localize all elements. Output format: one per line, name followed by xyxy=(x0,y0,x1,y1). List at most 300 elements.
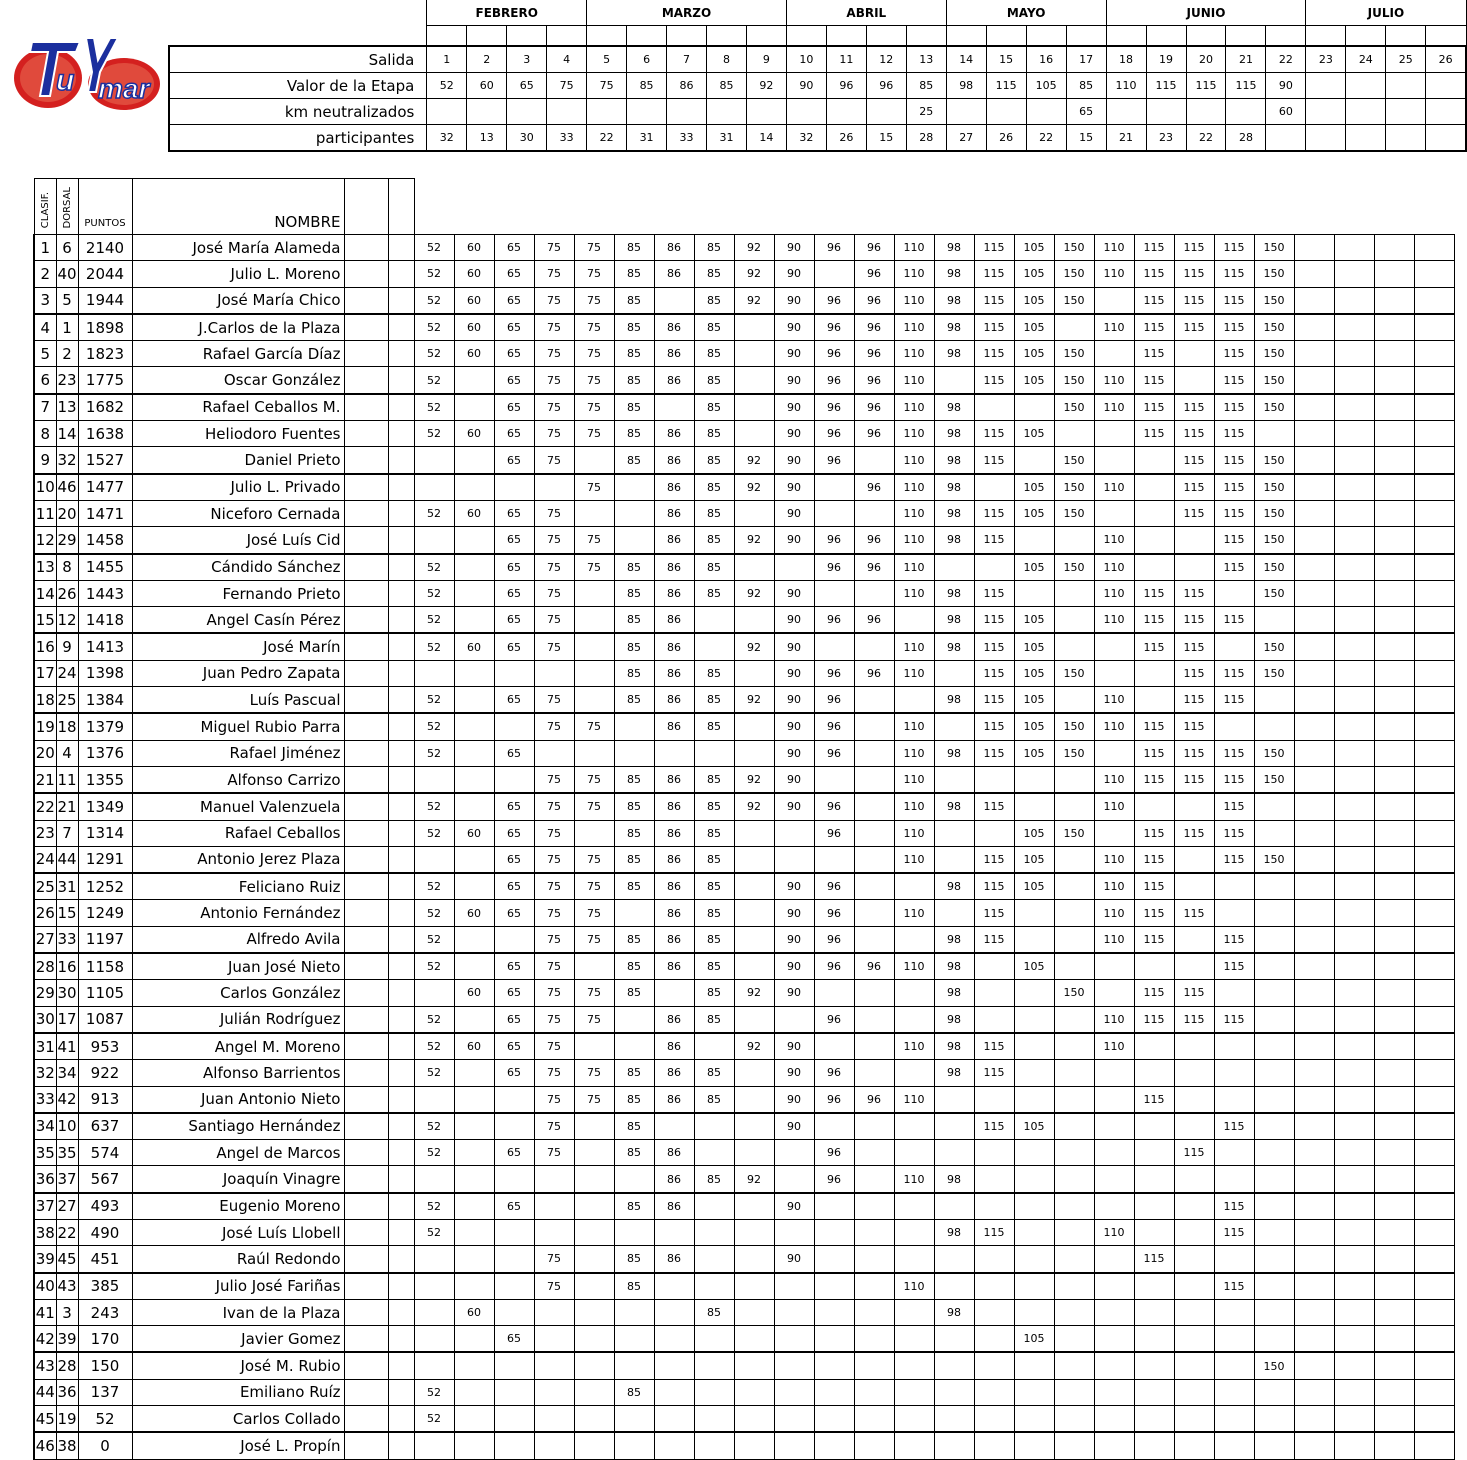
stage-points xyxy=(414,447,454,474)
stage-points: 92 xyxy=(734,287,774,314)
stage-points: 105 xyxy=(1014,500,1054,526)
stage-points xyxy=(1334,926,1374,953)
stage-points xyxy=(654,740,694,766)
stage-points xyxy=(894,1219,934,1245)
stage-cell xyxy=(1386,73,1426,99)
stage-points: 98 xyxy=(934,1219,974,1245)
stage-points xyxy=(894,687,934,714)
stage-points: 92 xyxy=(734,1166,774,1193)
stage-points xyxy=(1374,926,1414,953)
stage-points xyxy=(774,1379,814,1405)
rider-position: 15 xyxy=(34,607,56,634)
stage-points xyxy=(1374,1432,1414,1459)
stage-points xyxy=(1014,1379,1054,1405)
stage-points xyxy=(974,766,1014,793)
rider-position: 26 xyxy=(34,900,56,926)
stage-points xyxy=(1374,900,1414,926)
stage-points: 110 xyxy=(1094,607,1134,634)
stage-points xyxy=(1334,660,1374,686)
stage-points xyxy=(1374,766,1414,793)
stage-cell: 25 xyxy=(1386,46,1426,73)
blank-cell xyxy=(344,1379,388,1405)
stage-points xyxy=(1414,500,1454,526)
stage-points: 98 xyxy=(934,580,974,606)
stage-points: 96 xyxy=(854,235,894,261)
stage-cell xyxy=(1346,73,1386,99)
stage-points xyxy=(854,793,894,820)
stage-points: 75 xyxy=(534,846,574,873)
stage-points xyxy=(1014,1406,1054,1433)
stage-points xyxy=(494,1352,534,1379)
stage-points: 150 xyxy=(1054,554,1094,581)
stage-points xyxy=(1174,1166,1214,1193)
stage-points xyxy=(1294,846,1334,873)
rider-points: 1443 xyxy=(78,580,132,606)
stage-cell: 96 xyxy=(866,73,906,99)
stage-points xyxy=(534,660,574,686)
stage-points xyxy=(1294,607,1334,634)
stage-points xyxy=(1214,1246,1254,1273)
stage-cell: 30 xyxy=(507,125,547,152)
blank-cell xyxy=(388,421,414,447)
stage-points xyxy=(614,500,654,526)
stage-points xyxy=(614,1219,654,1245)
stage-points: 150 xyxy=(1054,474,1094,501)
stage-points xyxy=(1254,980,1294,1006)
classification-table xyxy=(33,178,1455,1460)
stage-points: 65 xyxy=(494,314,534,341)
blank-cell xyxy=(169,26,427,47)
rider-row xyxy=(34,287,1454,314)
stage-points xyxy=(1174,846,1214,873)
stage-cell xyxy=(507,99,547,125)
stage-points: 86 xyxy=(654,953,694,980)
rider-points: 1458 xyxy=(78,527,132,554)
stage-points xyxy=(574,500,614,526)
stage-points: 75 xyxy=(534,580,574,606)
stage-points xyxy=(494,1273,534,1300)
stage-cell: 86 xyxy=(667,73,707,99)
stage-points: 90 xyxy=(774,1086,814,1113)
stage-points xyxy=(734,1086,774,1113)
rider-name: Rafael García Díaz xyxy=(132,341,344,367)
stage-points: 75 xyxy=(534,633,574,660)
stage-points: 60 xyxy=(454,900,494,926)
blank-cell xyxy=(344,314,388,341)
stage-points xyxy=(494,1219,534,1245)
stage-points xyxy=(454,1006,494,1033)
stage-points: 115 xyxy=(1174,820,1214,846)
stage-points xyxy=(1054,766,1094,793)
stage-points: 90 xyxy=(774,474,814,501)
stage-points xyxy=(1294,235,1334,261)
stage-points: 52 xyxy=(414,607,454,634)
blank-cell xyxy=(388,1379,414,1405)
blank-cell xyxy=(388,633,414,660)
rider-dorsal: 32 xyxy=(56,447,78,474)
rider-dorsal: 26 xyxy=(56,580,78,606)
stage-points: 110 xyxy=(894,367,934,394)
stage-points xyxy=(1334,580,1374,606)
rider-dorsal: 46 xyxy=(56,474,78,501)
stage-points: 96 xyxy=(814,367,854,394)
stage-points xyxy=(574,660,614,686)
blank-cell xyxy=(344,287,388,314)
stage-points xyxy=(1174,527,1214,554)
stage-points xyxy=(734,421,774,447)
stage-points xyxy=(1374,793,1414,820)
stage-points xyxy=(1414,846,1454,873)
stage-points xyxy=(454,1246,494,1273)
stage-points: 115 xyxy=(1174,980,1214,1006)
stage-points: 98 xyxy=(934,980,974,1006)
stage-points xyxy=(1054,1060,1094,1086)
stage-points: 105 xyxy=(1014,820,1054,846)
stage-cell: 8 xyxy=(707,46,747,73)
rider-name: Juan Antonio Nieto xyxy=(132,1086,344,1113)
stage-points: 105 xyxy=(1014,687,1054,714)
stage-points: 105 xyxy=(1014,341,1054,367)
rider-position: 6 xyxy=(34,367,56,394)
stage-points: 75 xyxy=(574,980,614,1006)
stage-points xyxy=(454,607,494,634)
stage-points xyxy=(1054,953,1094,980)
stage-points xyxy=(774,1166,814,1193)
stage-points xyxy=(694,1140,734,1166)
stage-points: 90 xyxy=(774,314,814,341)
stage-points: 110 xyxy=(1094,687,1134,714)
stage-points: 110 xyxy=(1094,367,1134,394)
rider-name: Santiago Hernández xyxy=(132,1113,344,1140)
stage-points xyxy=(494,1166,534,1193)
stage-points xyxy=(1334,1219,1374,1245)
stage-points xyxy=(1134,1113,1174,1140)
stage-points: 150 xyxy=(1254,527,1294,554)
stage-points xyxy=(1414,1219,1454,1245)
rider-row xyxy=(34,1166,1454,1193)
blank-cell xyxy=(388,926,414,953)
stage-points: 115 xyxy=(974,687,1014,714)
stage-points: 96 xyxy=(814,394,854,421)
stage-points xyxy=(1014,900,1054,926)
stage-points xyxy=(1334,1326,1374,1353)
stage-cell: 23 xyxy=(1306,46,1346,73)
stage-points: 52 xyxy=(414,873,454,900)
stage-points: 115 xyxy=(974,314,1014,341)
stage-points xyxy=(934,766,974,793)
stage-points: 115 xyxy=(974,341,1014,367)
stage-points xyxy=(614,1326,654,1353)
stage-points xyxy=(1414,1113,1454,1140)
stage-points xyxy=(614,527,654,554)
stage-points xyxy=(814,1193,854,1220)
stage-points xyxy=(1134,1432,1174,1459)
stage-points xyxy=(1094,633,1134,660)
stage-points: 115 xyxy=(1134,367,1174,394)
rider-row xyxy=(34,1086,1454,1113)
stage-points: 92 xyxy=(734,1033,774,1060)
stage-points: 115 xyxy=(1174,261,1214,287)
blank-cell xyxy=(388,367,414,394)
stage-points xyxy=(614,713,654,740)
stage-points xyxy=(1414,474,1454,501)
stage-points xyxy=(454,474,494,501)
rider-position: 29 xyxy=(34,980,56,1006)
stage-cell: 15 xyxy=(1066,125,1106,152)
stage-points: 90 xyxy=(774,394,814,421)
stage-points xyxy=(1374,500,1414,526)
stage-points xyxy=(854,1299,894,1325)
stage-points: 115 xyxy=(1174,500,1214,526)
stage-points xyxy=(894,980,934,1006)
blank-cell xyxy=(344,367,388,394)
stage-points xyxy=(1334,394,1374,421)
stage-points: 85 xyxy=(694,367,734,394)
stage-cell: 96 xyxy=(826,73,866,99)
stage-points: 115 xyxy=(1214,793,1254,820)
rider-position: 18 xyxy=(34,687,56,714)
stage-points: 65 xyxy=(494,1033,534,1060)
stage-points: 86 xyxy=(654,474,694,501)
stage-points xyxy=(934,660,974,686)
stage-points xyxy=(1334,1432,1374,1459)
stage-cell: 33 xyxy=(547,125,587,152)
blank-cell xyxy=(388,314,414,341)
stage-points: 105 xyxy=(1014,660,1054,686)
stage-points xyxy=(1414,580,1454,606)
stage-points xyxy=(694,1193,734,1220)
stage-points xyxy=(1174,1033,1214,1060)
stage-points xyxy=(1294,1406,1334,1433)
rider-name: Alfonso Barrientos xyxy=(132,1060,344,1086)
stage-points: 150 xyxy=(1054,287,1094,314)
spacer-cell xyxy=(1266,26,1306,47)
stage-points: 115 xyxy=(1134,580,1174,606)
stage-points: 85 xyxy=(614,447,654,474)
rider-position: 46 xyxy=(34,1432,56,1459)
stage-points xyxy=(974,820,1014,846)
stage-points xyxy=(1214,1326,1254,1353)
stage-points xyxy=(454,660,494,686)
stage-points xyxy=(854,926,894,953)
stage-points: 75 xyxy=(534,687,574,714)
stage-points xyxy=(974,1006,1014,1033)
blank-cell xyxy=(388,953,414,980)
stage-points xyxy=(934,554,974,581)
stage-points: 150 xyxy=(1054,447,1094,474)
stage-points xyxy=(1294,766,1334,793)
blank-cell xyxy=(388,1273,414,1300)
stage-points xyxy=(934,846,974,873)
stage-points xyxy=(1054,1379,1094,1405)
stage-points xyxy=(1294,873,1334,900)
stage-points xyxy=(1094,953,1134,980)
rider-points: 385 xyxy=(78,1273,132,1300)
stage-points xyxy=(1294,660,1334,686)
rider-points: 1823 xyxy=(78,341,132,367)
stage-points xyxy=(1294,793,1334,820)
stage-points xyxy=(1374,1166,1414,1193)
nombre-header-label: NOMBRE xyxy=(274,213,341,231)
stage-points: 75 xyxy=(534,394,574,421)
stage-points: 115 xyxy=(1134,1246,1174,1273)
stage-points: 115 xyxy=(974,367,1014,394)
stage-points: 65 xyxy=(494,980,534,1006)
stage-points xyxy=(1294,341,1334,367)
stage-points xyxy=(854,713,894,740)
stage-points xyxy=(734,1219,774,1245)
stage-points xyxy=(1054,1006,1094,1033)
stage-points xyxy=(1134,447,1174,474)
stage-points xyxy=(1214,713,1254,740)
stage-points: 75 xyxy=(574,554,614,581)
blank-cell xyxy=(388,1166,414,1193)
stage-points xyxy=(494,1113,534,1140)
stage-points: 105 xyxy=(1014,261,1054,287)
stage-cell: 12 xyxy=(866,46,906,73)
stage-points xyxy=(1054,1273,1094,1300)
stage-cell xyxy=(1226,99,1266,125)
rider-position: 2 xyxy=(34,261,56,287)
blank-cell xyxy=(344,687,388,714)
stage-points: 75 xyxy=(574,394,614,421)
stage-points: 150 xyxy=(1054,261,1094,287)
stage-points xyxy=(974,1193,1014,1220)
stage-points: 52 xyxy=(414,926,454,953)
stage-points xyxy=(1174,554,1214,581)
stage-points: 105 xyxy=(1014,287,1054,314)
stage-points xyxy=(1334,287,1374,314)
stage-points xyxy=(774,1006,814,1033)
stage-points: 75 xyxy=(534,341,574,367)
stage-points: 52 xyxy=(414,580,454,606)
stage-points: 98 xyxy=(934,474,974,501)
stage-points xyxy=(774,1273,814,1300)
blank-cell xyxy=(388,1219,414,1245)
stage-points xyxy=(734,1326,774,1353)
rider-position: 13 xyxy=(34,554,56,581)
stage-points: 115 xyxy=(1174,713,1214,740)
stage-points: 86 xyxy=(654,793,694,820)
stage-points xyxy=(494,474,534,501)
stage-points xyxy=(1214,1166,1254,1193)
rider-row xyxy=(34,1326,1454,1353)
rider-row xyxy=(34,1140,1454,1166)
stage-points xyxy=(1414,1166,1454,1193)
rider-points: 1455 xyxy=(78,554,132,581)
stage-points xyxy=(1294,1379,1334,1405)
stage-points xyxy=(1254,1379,1294,1405)
stage-cell: 32 xyxy=(786,125,826,152)
blank-cell xyxy=(388,447,414,474)
rider-dorsal: 20 xyxy=(56,500,78,526)
stage-points xyxy=(694,1406,734,1433)
stage-cell: 26 xyxy=(986,125,1026,152)
stage-points xyxy=(494,1432,534,1459)
stage-points xyxy=(1414,820,1454,846)
stage-points: 110 xyxy=(894,261,934,287)
rider-position: 21 xyxy=(34,766,56,793)
spacer-cell xyxy=(1226,26,1266,47)
stage-points xyxy=(1134,953,1174,980)
stage-points: 65 xyxy=(494,1193,534,1220)
stage-points: 86 xyxy=(654,367,694,394)
rider-points: 137 xyxy=(78,1379,132,1405)
rider-row xyxy=(34,500,1454,526)
stage-points xyxy=(1254,1406,1294,1433)
stage-points xyxy=(814,261,854,287)
stage-points xyxy=(734,953,774,980)
stage-points xyxy=(1414,953,1454,980)
stage-points: 92 xyxy=(734,261,774,287)
stage-points: 98 xyxy=(934,740,974,766)
stage-points xyxy=(974,1140,1014,1166)
stage-points: 110 xyxy=(894,554,934,581)
stage-points xyxy=(854,1406,894,1433)
stage-points: 105 xyxy=(1014,554,1054,581)
stage-points xyxy=(934,1193,974,1220)
stage-points xyxy=(1254,953,1294,980)
stage-points xyxy=(414,1166,454,1193)
stage-points xyxy=(1014,1246,1054,1273)
stage-points xyxy=(1174,1352,1214,1379)
rider-name: José Luís Cid xyxy=(132,527,344,554)
rider-dorsal: 11 xyxy=(56,766,78,793)
month-label: FEBRERO xyxy=(427,0,587,26)
stage-points xyxy=(1094,980,1134,1006)
stage-points: 85 xyxy=(694,980,734,1006)
stage-points xyxy=(814,633,854,660)
stage-points: 150 xyxy=(1054,740,1094,766)
rider-points: 150 xyxy=(78,1352,132,1379)
blank-cell xyxy=(344,1432,388,1459)
rider-position: 28 xyxy=(34,953,56,980)
stage-points xyxy=(1254,1166,1294,1193)
stage-points: 65 xyxy=(494,447,534,474)
stage-points: 90 xyxy=(774,607,814,634)
stage-points: 75 xyxy=(534,314,574,341)
stage-points: 110 xyxy=(1094,926,1134,953)
stage-points: 65 xyxy=(494,287,534,314)
rider-points: 1527 xyxy=(78,447,132,474)
stage-points xyxy=(1054,314,1094,341)
stage-points xyxy=(1094,1273,1134,1300)
stage-points xyxy=(934,820,974,846)
stage-points xyxy=(1294,1273,1334,1300)
rider-points: 953 xyxy=(78,1033,132,1060)
stage-cell xyxy=(1346,125,1386,152)
stage-points: 110 xyxy=(894,660,934,686)
header-row-participantes xyxy=(169,125,1466,152)
stage-points xyxy=(1214,580,1254,606)
stage-cell: 92 xyxy=(746,73,786,99)
stage-points: 85 xyxy=(614,687,654,714)
stage-points: 115 xyxy=(974,287,1014,314)
stage-cell: 75 xyxy=(547,73,587,99)
blank-cell xyxy=(344,1006,388,1033)
rider-row xyxy=(34,1432,1454,1459)
stage-points xyxy=(1014,1193,1054,1220)
rider-row xyxy=(34,1193,1454,1220)
stage-points xyxy=(974,980,1014,1006)
blank-cell xyxy=(344,713,388,740)
stage-points xyxy=(734,1379,774,1405)
stage-points xyxy=(1334,1166,1374,1193)
rider-name: Antonio Jerez Plaza xyxy=(132,846,344,873)
rider-position: 20 xyxy=(34,740,56,766)
rider-points: 52 xyxy=(78,1406,132,1433)
stage-points xyxy=(414,1246,454,1273)
